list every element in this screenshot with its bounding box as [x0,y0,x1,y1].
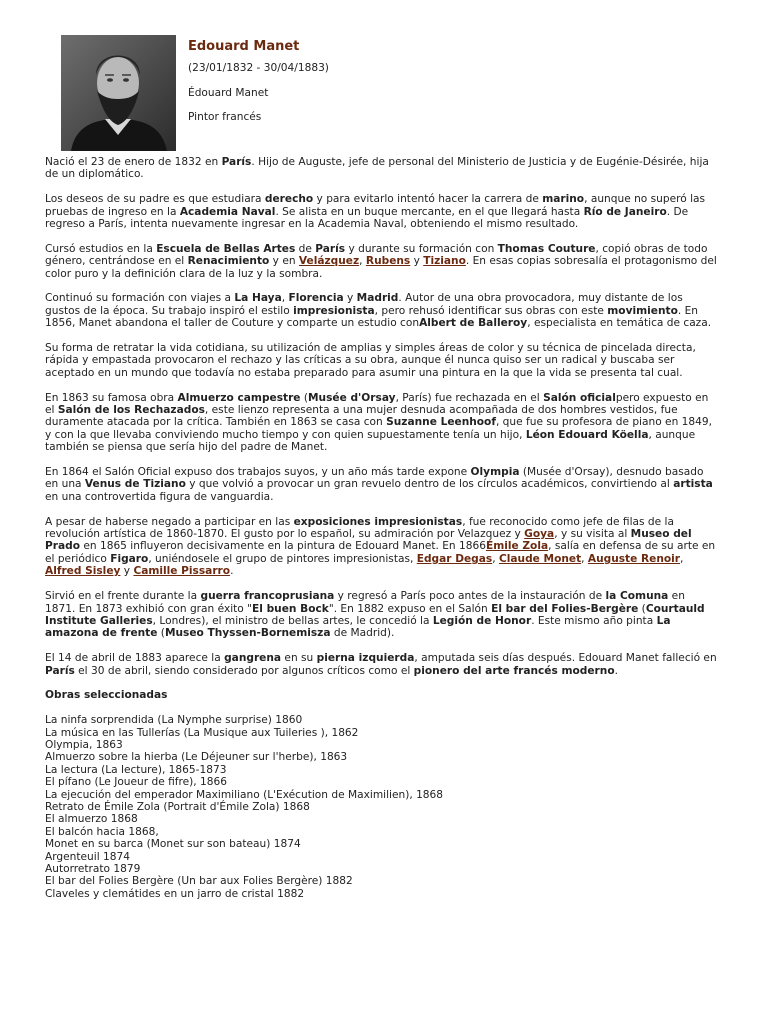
text-run: . Hijo de Auguste, jefe de personal del Ministerio de Justicia y de Eugénie-Désirée, hija de un diplomático. [45,156,709,181]
bio-paragraph [45,193,717,230]
inline-link[interactable]: Auguste Renoir [587,552,681,565]
text-run: . En esas copias sobresalía el protagonismo del color puro y la definición clara de la luz y la sombra. [45,255,717,280]
text-run: ( [157,627,165,640]
bold-term: exposiciones impresionistas [293,515,463,528]
text-run: , [680,552,684,565]
text-run: . De regreso a París, intenta nuevamente ingresar en la Academia Naval, obteniendo el mismo resultado. [45,205,689,231]
text-run: y [120,565,134,578]
text-run: , pero rehusó identificar sus obras con este [374,304,608,317]
text-run: , especialista en temática de caza. [527,317,712,330]
bold-term: Florencia [288,292,344,305]
occupation: Pintor francés [188,111,262,123]
text-run: En 1863 su famosa obra [45,391,178,404]
works-list-item: El pífano (Le Joueur de fifre), 1866 [45,776,227,789]
text-run: , amputada seis días después. Edouard Manet falleció en [414,652,717,665]
bold-term: Olympia [470,466,520,479]
bold-term: Albert de Balleroy [419,317,528,330]
text-run: en una controvertida figura de vanguardia. [45,490,274,503]
text-run: Sirvió en el frente durante la [45,590,201,603]
bold-term: derecho [264,193,314,206]
bold-term: Madrid [356,292,399,305]
text-run: , uniéndosele el grupo de pintores impresionistas, [148,552,417,565]
text-run: y que volvió a provocar un gran revuelo dentro de los círculos académicos, convirtiendo al [185,478,674,491]
text-run: , este lienzo representa a una mujer desnuda acompañada de dos hombres vestidos, fue duramente atacada por la crítica. También en 1863 se casa con [45,404,678,429]
text-run: y [343,292,357,305]
bold-term: Thomas Couture [497,242,596,255]
bold-term: París [315,242,346,255]
works-heading: Obras seleccionadas [45,689,168,702]
text-run: . [230,565,234,578]
article-header [61,35,721,151]
works-list-item: Olympia, 1863 [45,738,123,751]
text-run: en 1865 influyeron decisivamente en la pintura de Edouard Manet. En 1866 [80,540,486,553]
text-run: y durante su formación con [345,242,498,255]
bold-term: El buen Bock [252,602,329,615]
works-list-item: El almuerzo 1868 [45,813,138,826]
bold-term: La Haya [234,292,282,305]
text-run: En 1864 el Salón Oficial expuso dos trabajos suyos, y un año más tarde expone [45,466,471,479]
bold-term: Almuerzo campestre [177,391,301,404]
inline-link[interactable]: Émile Zola [485,540,549,553]
bold-term: Salón oficial [543,391,616,404]
text-run: A pesar de haberse negado a participar en las [45,515,294,528]
text-run: . En 1856, Manet abandona el taller de Couture y comparte un estudio con [45,304,699,330]
bold-term: París [221,156,252,168]
text-run: Nació el 23 de enero de 1832 en [45,156,222,168]
bold-term: Musée d'Orsay [308,391,396,404]
bold-term: marino [542,193,585,206]
text-run: en 1871. En 1873 exhibió con gran éxito " [45,590,685,615]
text-run: , [581,552,588,565]
text-run: y para evitarlo intentó hacer la carrera de [313,193,543,206]
bold-term: Courtauld Institute Galleries [45,602,705,627]
bio-paragraph [45,156,717,181]
page-title: Edouard Manet [188,39,300,54]
bio-paragraph [45,466,717,503]
inline-link[interactable]: Camille Pissarro [133,565,231,578]
text-run: ( [638,602,646,615]
works-list-item: Almuerzo sobre la hierba (Le Déjeuner sur l'herbe), 1863 [45,751,348,764]
text-run: (Musée d'Orsay), desnudo basado en una [45,466,704,491]
works-list-item: Monet en su barca (Monet sur son bateau) 1874 [45,838,301,851]
text-run: Continuó su formación con viajes a [45,292,235,305]
text-run: Los deseos de su padre es que estudiara [45,193,265,206]
text-run: , salía en defensa de su arte en el periódico [45,540,716,565]
inline-link[interactable]: Claude Monet [498,552,582,565]
text-run: , que fue su profesora de piano en 1849, y con la que llevaba conviviendo mucho tiempo y con quien supuestamente tenía un hijo, [45,416,712,441]
bio-paragraph [45,292,717,329]
bio-paragraph [45,392,717,454]
works-list-item: Claveles y clemátides en un jarro de cristal 1882 [45,887,305,900]
bold-term: París [45,664,75,677]
text-run: El 14 de abril de 1883 aparece la [45,652,225,665]
text-run: , fue reconocido como jefe de filas de la revolución artística de 1860-1870. El gusto por lo español, su admiración por Velazquez y [45,515,674,541]
inline-link[interactable]: Velázquez [298,255,360,268]
text-run: ( [300,391,309,404]
bold-term: Legión de Honor [432,614,532,627]
inline-link[interactable]: Edgar Degas [416,552,493,565]
inline-link[interactable]: Goya [524,528,555,541]
biography [45,156,717,677]
text-run: , aunque también se piensa que sería hijo del padre de Manet. [45,428,696,454]
bold-term: Suzanne Leenhoof [386,416,496,429]
bold-term: Río de Janeiro [583,205,667,218]
bold-term: guerra francoprusiana [200,590,335,603]
text-run: de Madrid). [330,627,395,640]
text-run: de [295,242,316,255]
bold-term: El bar del Folies-Bergère [491,602,639,615]
text-run: , [492,552,499,565]
portrait-image [61,35,176,151]
bio-paragraph [45,652,717,677]
bold-term: La amazona de frente [45,614,671,640]
works-list-item: Retrato de Émile Zola (Portrait d'Émile Zola) 1868 [45,800,310,813]
bold-term: Venus de Tiziano [84,478,186,491]
bold-term: pierna izquierda [316,652,415,665]
works-list-item: La música en las Tullerías (La Musique aux Tuileries ), 1862 [45,726,359,739]
text-run: Su forma de retratar la vida cotidiana, su utilización de amplias y simples áreas de color y su técnica de pincelada directa, rápida y empastada provocaron el rechazo y las críticas a su obra, aunque él nunca quiso ser un radical y buscaba ser aceptado en un mundo que todavía no estaba preparado para asumir una pintura en la que la vida se presenta tal cual. [45,342,696,379]
inline-link[interactable]: Rubens [365,255,411,268]
works-list-item: La lectura (La lecture), 1865-1873 [45,763,227,776]
bold-term: artista [673,478,713,491]
works-list [45,714,717,900]
bold-term: Museo Thyssen-Bornemisza [164,627,331,640]
native-name: Édouard Manet [188,87,269,99]
text-run: . Autor de una obra provocadora, muy distante de los gustos de la época. Su trabajo inspiró el estilo [45,292,683,317]
bold-term: Escuela de Bellas Artes [156,242,296,255]
bold-term: Salón de los Rechazados [57,404,205,417]
text-run: . Se alista en un buque mercante, en el que llegará hasta [275,205,584,218]
text-run: y en [269,255,299,268]
text-run: , [281,292,289,305]
bold-term: gangrena [224,652,282,665]
bold-term: la Comuna [605,590,669,603]
text-run: , París) fue rechazada en el [395,391,544,404]
bold-term: Léon Edouard Köella [525,428,649,441]
text-run: , Londres), el ministro de bellas artes, le concedió la [152,614,433,627]
article-body [45,156,717,900]
text-run: ". En 1882 expuso en el Salón [328,602,492,615]
text-run: , aunque no superó las pruebas de ingreso en la [45,193,706,218]
works-list-item: Autorretrato 1879 [45,862,141,875]
bio-paragraph [45,516,717,578]
works-list-item: Argenteuil 1874 [45,850,130,863]
text-run: Cursó estudios en la [45,242,157,255]
bold-term: pionero del arte francés moderno [413,664,615,677]
works-list-item: La ninfa sorprendida (La Nymphe surprise) 1860 [45,714,303,727]
text-run: pero expuesto en el [45,391,709,417]
bold-term: Figaro [110,552,149,565]
text-run: . [614,664,618,677]
text-run: en su [281,652,317,665]
text-run: , copió obras de todo género, centrándose en el [45,242,708,268]
bio-paragraph [45,590,717,640]
text-run: , y su visita al [554,528,631,541]
bio-paragraph [45,342,717,379]
text-run: y regresó a París poco antes de la instauración de [334,590,606,603]
inline-link[interactable]: Tiziano [423,255,466,268]
bold-term: Renacimiento [187,255,270,268]
text-run: el 30 de abril, siendo considerado por algunos críticos como el [74,664,414,677]
bold-term: Academia Naval [179,205,276,218]
bold-term: movimiento [607,304,678,317]
text-run: . Este mismo año pinta [531,614,657,627]
works-list-item: El bar del Folies Bergère (Un bar aux Folies Bergère) 1882 [45,875,353,888]
bold-term: impresionista [293,304,375,317]
bio-paragraph [45,243,717,280]
bold-term: Museo del Prado [45,528,692,553]
life-dates: (23/01/1832 - 30/04/1883) [188,62,329,74]
inline-link[interactable]: Alfred Sisley [45,565,121,578]
works-list-item: El balcón hacia 1868, [45,825,159,838]
text-run: , [359,255,366,268]
text-run: y [410,255,424,268]
works-list-item: La ejecución del emperador Maximiliano (L'Exécution de Maximilien), 1868 [45,788,444,801]
